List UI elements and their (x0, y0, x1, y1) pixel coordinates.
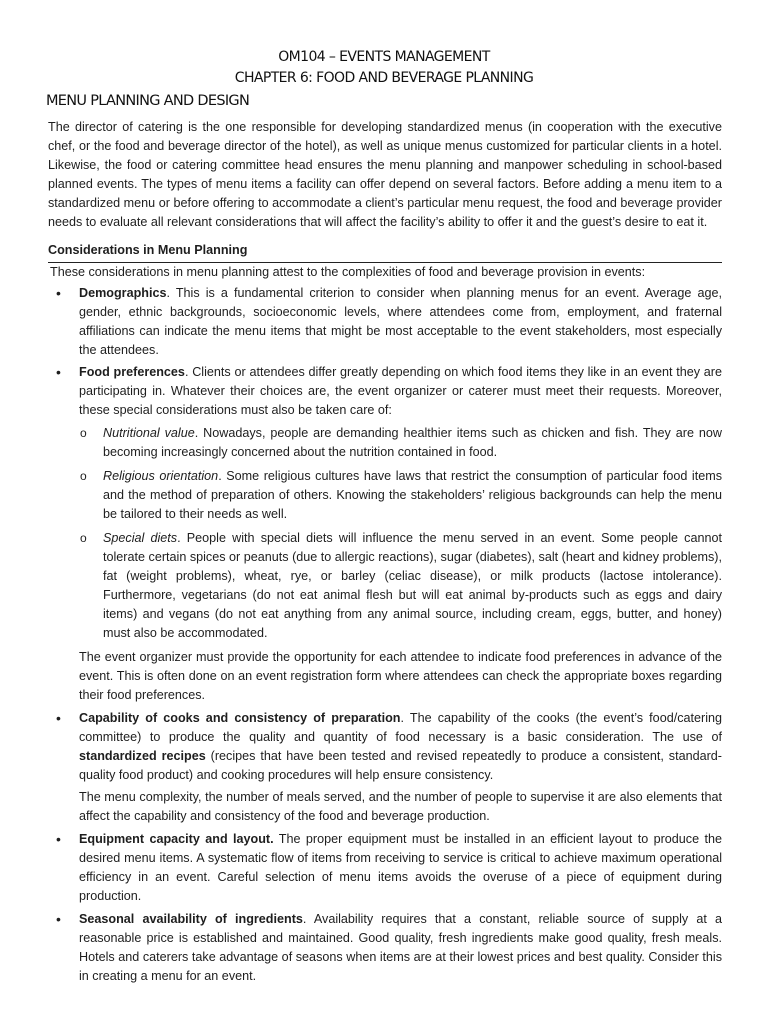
considerations-heading: Considerations in Menu Planning (48, 243, 248, 257)
food-preferences-closing: The event organizer must provide the opportunity for each attendee to indicate food preferences in advance of the event. This is often done on an event registration form where attendees can check the appropriate boxes regarding their food preferences. (79, 650, 722, 702)
list-item-demographics (48, 284, 722, 360)
term-equipment: Equipment capacity and layout. (79, 832, 274, 846)
list-item-seasonal (48, 910, 722, 986)
term-seasonal: Seasonal availability of ingredients (79, 912, 303, 926)
bullet-icon: • (56, 911, 61, 927)
sublist-item-special-diets (48, 529, 722, 643)
circle-bullet-icon: o (80, 469, 87, 483)
intro-paragraph: The director of catering is the one responsible for developing standardized menus (in cooperation with the executive chef, or the food and beverage director of the hotel), as well as unique menus customized for particular clients in a hotel. Likewise, the food or catering committee head ensures the menu planning and manpower scheduling in school-based planned events. The types of menu items a facility can offer depend on several factors. Before adding a menu item to a standardized menu or before offering to accommodate a client’s particular menu request, the food and beverage provider needs to evaluate all relevant considerations that will affect the facility’s ability to offer it and the guest’s desire to eat it. (48, 120, 722, 229)
term-standardized-recipes: standardized recipes (79, 749, 206, 763)
list-item-equipment (48, 830, 722, 906)
text-food-preferences: . Clients or attendees differ greatly depending on which food items they like in an event they are participating in. Whatever their choices are, the event organizer or caterer must meet their requests. Moreover, these special considerations must also be taken care of: (79, 365, 722, 417)
text-equipment: The proper equipment must be installed in an efficient layout to produce the desired menu items. A systematic flow of items from receiving to service is critical to achieve maximum operational efficiency in an event. Careful selection of menu items avoids the overuse of a piece of equipment during production. (79, 832, 722, 903)
text-demographics: . This is a fundamental criterion to consider when planning menus for an event. Average age, gender, ethnic backgrounds, socioeconomic levels, where attendees come from, employment, and fraternal affiliations can indicate the menu items that might be most acceptable to the event stakeholders, most especially the attendees. (79, 286, 722, 357)
bullet-icon: • (56, 710, 61, 726)
section-title: MENU PLANNING AND DESIGN (46, 93, 250, 109)
term-demographics: Demographics (79, 286, 167, 300)
term-nutritional-value: Nutritional value (103, 426, 195, 440)
course-title: OM104 – EVENTS MANAGEMENT (278, 49, 490, 65)
term-special-diets: Special diets (103, 531, 178, 545)
document-body (48, 118, 722, 989)
bullet-icon: • (56, 285, 61, 301)
sublist-item-religious-orientation (48, 467, 722, 524)
circle-bullet-icon: o (80, 426, 87, 440)
list-item-food-preferences (48, 363, 722, 420)
chapter-title: CHAPTER 6: FOOD AND BEVERAGE PLANNING (234, 70, 534, 86)
sublist-item-nutritional-value (48, 424, 722, 462)
considerations-lead: These considerations in menu planning attest to the complexities of food and beverage provision in events: (50, 265, 646, 279)
list-item-capability (48, 709, 722, 785)
term-capability: Capability of cooks and consistency of preparation (79, 711, 401, 725)
text-seasonal: . Availability requires that a constant, reliable source of supply at a reasonable price is established and maintained. Good quality, fresh ingredients make good quality, fresh meals. Hotels and caterers take advantage of seasons when items are at their lowest prices and best quality. Consider this in creating a menu for an event. (79, 912, 722, 983)
term-religious-orientation: Religious orientation (103, 469, 219, 483)
circle-bullet-icon: o (80, 531, 87, 545)
bullet-icon: • (56, 364, 61, 380)
bullet-icon: • (56, 831, 61, 847)
text-capability-2: (recipes that have been tested and revised repeatedly to produce a consistent, standard-quality food product) and cooking procedures will help ensure consistency. (79, 749, 722, 782)
text-special-diets: . People with special diets will influence the menu served in an event. Some people cannot tolerate certain spices or peanuts (due to allergic reactions), sugar (diabetes), salt (heart and kidney problems), fat (weight problems), wheat, rye, or barley (celiac disease), or milk products (lactose intolerance). Furthermore, vegetarians (do not eat animal flesh but will eat animal by-products such as eggs and dairy items) and vegans (do not eat anything from any animal source, including cream, eggs, butter, and honey) must also be accommodated. (103, 531, 722, 640)
text-religious-orientation: . Some religious cultures have laws that restrict the consumption of particular food items and the method of preparation of others. Knowing the stakeholders’ religious backgrounds can help the menu be tailored to their needs as well. (103, 469, 722, 521)
text-capability-1: . The capability of the cooks (the event’s food/catering committee) to produce the quality and quantity of food necessary is a basic consideration. The use of (79, 711, 723, 744)
term-food-preferences: Food preferences (79, 365, 185, 379)
capability-closing: The menu complexity, the number of meals served, and the number of people to supervise it are also elements that affect the capability and consistency of the food and beverage production. (79, 790, 722, 823)
text-nutritional-value: . Nowadays, people are demanding healthier items such as chicken and fish. They are now becoming increasingly concerned about the nutrition contained in food. (103, 426, 722, 459)
